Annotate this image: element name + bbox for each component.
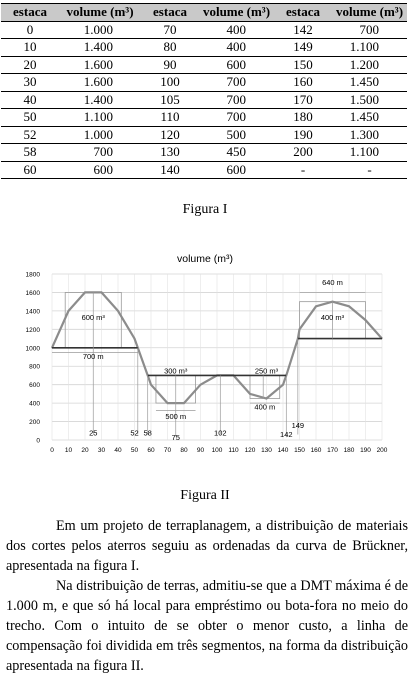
label-400m: 400 m — [254, 402, 276, 412]
x-tick-label: 10 — [64, 447, 73, 454]
cell-volume: 700 — [332, 21, 407, 39]
cell-volume: 600 — [199, 56, 274, 74]
header-estaca: estaca — [274, 4, 332, 22]
table-row — [141, 21, 274, 39]
x-tick-label: 90 — [196, 447, 205, 454]
cell-estaca: 50 — [1, 109, 59, 127]
cell-volume: 500 — [199, 126, 274, 144]
cell-estaca: 40 — [1, 91, 59, 109]
table-row — [1, 109, 141, 127]
cell-volume: 400 — [199, 21, 274, 39]
y-tick-label: 1200 — [25, 326, 40, 334]
x-axis-ticks — [50, 447, 388, 454]
x-tick-label: 70 — [163, 447, 172, 454]
figure-1-caption: Figura I — [182, 202, 228, 217]
table-row — [141, 39, 274, 57]
cell-estaca: 52 — [1, 126, 59, 144]
cell-estaca: 142 — [274, 21, 332, 39]
station-102: 102 — [214, 428, 227, 438]
cell-estaca: 80 — [141, 39, 199, 57]
table-row — [141, 161, 274, 179]
y-tick-label: 800 — [29, 363, 40, 371]
y-tick-label: 0 — [36, 437, 40, 445]
table-row — [274, 144, 407, 162]
cell-estaca: 90 — [141, 56, 199, 74]
cell-volume: 1.300 — [332, 126, 407, 144]
table-row — [1, 56, 141, 74]
y-tick-label: 200 — [29, 419, 40, 427]
header-volume: volume (m³) — [59, 4, 141, 22]
x-tick-label: 20 — [81, 447, 89, 454]
x-tick-label: 170 — [327, 447, 338, 454]
table-row — [274, 21, 407, 39]
table-row — [1, 21, 141, 39]
cell-volume: 1.450 — [332, 109, 407, 127]
cell-volume: 1.600 — [59, 56, 141, 74]
cell-volume: 1.000 — [59, 126, 141, 144]
cell-estaca: 105 — [141, 91, 199, 109]
header-estaca: estaca — [141, 4, 199, 22]
chart-title: volume (m³) — [176, 253, 234, 265]
y-tick-label: 600 — [29, 382, 40, 390]
x-tick-label: 30 — [97, 447, 106, 454]
cell-estaca: 58 — [1, 144, 59, 162]
cell-estaca: 160 — [274, 74, 332, 92]
cell-volume: 1.100 — [59, 109, 141, 127]
y-tick-label: 1000 — [25, 345, 40, 353]
cell-volume: 1.100 — [332, 39, 407, 57]
problem-text — [6, 516, 408, 676]
station-25: 25 — [89, 428, 98, 438]
cell-volume: 1.100 — [332, 144, 407, 162]
label-640m: 640 m — [322, 278, 343, 288]
x-tick-label: 60 — [147, 447, 155, 454]
cell-volume: 400 — [199, 39, 274, 57]
table-row — [141, 91, 274, 109]
label-300m3: 300 m³ — [164, 366, 188, 376]
table-header-row — [141, 4, 274, 22]
table-row — [1, 39, 141, 57]
table-header-row — [1, 4, 141, 22]
cell-estaca: 150 — [274, 56, 332, 74]
table-row — [274, 39, 407, 57]
cell-estaca: 20 — [1, 56, 59, 74]
x-tick-label: 130 — [261, 447, 272, 454]
paragraph-2: Na distribuição de terras, admitiu-se que a DMT máxima é de 1.000 m, e que só há local para empréstimo ou bota-fora no meio do trecho. Com o intuito de se obter o menor custo, a linha de compensação foi dividida em três segmentos, na forma da distribuição apresentada na figura II. — [6, 578, 408, 674]
cell-estaca: 100 — [141, 74, 199, 92]
cell-estaca: 190 — [274, 126, 332, 144]
x-tick-label: 50 — [130, 447, 139, 454]
table-row — [1, 144, 141, 162]
table-group-3 — [274, 3, 407, 179]
cell-volume: 700 — [199, 109, 274, 127]
cell-estaca: 170 — [274, 91, 332, 109]
cell-estaca: 30 — [1, 74, 59, 92]
x-tick-label: 110 — [228, 447, 239, 454]
cell-volume: 700 — [199, 74, 274, 92]
label-400m3: 400 m³ — [320, 313, 345, 323]
cell-estaca: 149 — [274, 39, 332, 57]
cell-estaca: 70 — [141, 21, 199, 39]
cell-volume: 700 — [199, 91, 274, 109]
bruckner-chart — [0, 248, 410, 478]
label-600m3: 600 m³ — [81, 313, 105, 323]
cell-volume: 1.400 — [59, 39, 141, 57]
cell-volume: 600 — [199, 161, 274, 179]
cell-volume: 700 — [59, 144, 141, 162]
cell-estaca: 120 — [141, 126, 199, 144]
header-estaca: estaca — [1, 4, 59, 22]
cell-estaca: 0 — [1, 21, 59, 39]
x-tick-label: 40 — [114, 447, 122, 454]
cell-estaca: 60 — [1, 161, 59, 179]
cell-estaca: 180 — [274, 109, 332, 127]
y-axis-ticks — [26, 272, 41, 445]
x-tick-label: 100 — [211, 447, 223, 454]
x-tick-label: 160 — [310, 447, 322, 454]
cell-estaca: 130 — [141, 144, 199, 162]
x-tick-label: 180 — [343, 447, 355, 454]
table-row — [1, 91, 141, 109]
station-58: 58 — [143, 428, 152, 438]
x-tick-label: 140 — [277, 447, 289, 454]
cell-estaca: 200 — [274, 144, 332, 162]
x-tick-label: 80 — [180, 447, 188, 454]
y-tick-label: 1800 — [25, 271, 40, 279]
table-row — [274, 74, 407, 92]
cell-volume: - — [332, 161, 407, 179]
table-row — [274, 91, 407, 109]
cell-volume: 1.600 — [59, 74, 141, 92]
cell-volume: 600 — [59, 161, 141, 179]
cell-volume: 1.000 — [59, 21, 141, 39]
figure-2-caption: Figura II — [180, 488, 230, 503]
table-row — [274, 109, 407, 127]
table-row — [141, 56, 274, 74]
cell-estaca: 10 — [1, 39, 59, 57]
label-500m: 500 m — [165, 411, 187, 421]
table-row — [274, 161, 407, 179]
x-tick-label: 0 — [50, 447, 54, 454]
header-volume: volume (m³) — [199, 4, 274, 22]
y-tick-label: 1600 — [25, 289, 40, 297]
table-row — [141, 74, 274, 92]
cell-volume: 1.400 — [59, 91, 141, 109]
table-group-1 — [1, 3, 141, 179]
y-tick-label: 400 — [29, 400, 40, 408]
cell-volume: 450 — [199, 144, 274, 162]
table-row — [1, 161, 141, 179]
label-700m: 700 m — [82, 351, 104, 361]
chart-annotations — [52, 278, 366, 442]
x-tick-label: 150 — [294, 447, 305, 454]
station-149: 149 — [291, 421, 305, 431]
table-row — [141, 144, 274, 162]
cell-estaca: - — [274, 161, 332, 179]
table-row — [1, 74, 141, 92]
x-tick-label: 120 — [244, 447, 256, 454]
table-row — [141, 126, 274, 144]
volume-table — [1, 3, 409, 179]
table-row — [141, 109, 274, 127]
cell-estaca: 140 — [141, 161, 199, 179]
x-tick-label: 190 — [360, 447, 371, 454]
station-75: 75 — [171, 433, 180, 442]
table-header-row — [274, 4, 407, 22]
x-tick-label: 200 — [376, 447, 388, 454]
table-row — [1, 126, 141, 144]
cell-volume: 1.500 — [332, 91, 407, 109]
station-52: 52 — [130, 428, 139, 438]
table-row — [274, 56, 407, 74]
cell-estaca: 110 — [141, 109, 199, 127]
station-142: 142 — [280, 430, 293, 440]
y-tick-label: 1400 — [25, 308, 40, 316]
table-group-2 — [141, 3, 274, 179]
cell-volume: 1.450 — [332, 74, 407, 92]
header-volume: volume (m³) — [332, 4, 407, 22]
cell-volume: 1.200 — [332, 56, 407, 74]
label-250m3: 250 m³ — [254, 366, 279, 376]
paragraph-1: Em um projeto de terraplanagem, a distribuição de materiais dos cortes pelos aterros seguiu as ordenadas da curva de Brückner, apresentada na figura I. — [6, 518, 408, 574]
table-row — [274, 126, 407, 144]
